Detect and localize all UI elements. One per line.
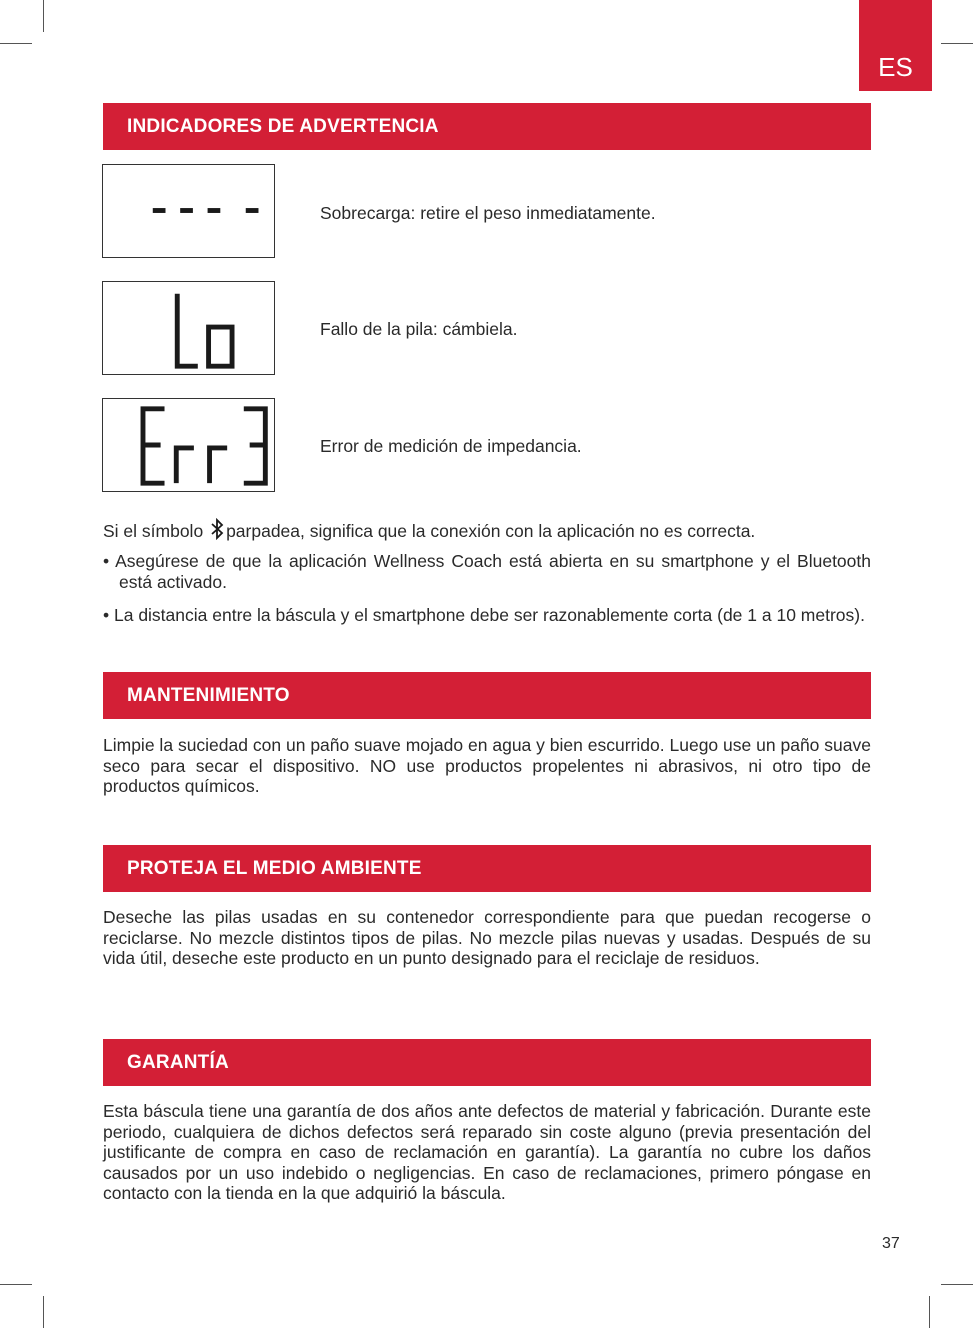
lcd-low-battery-display xyxy=(102,281,275,375)
crop-mark xyxy=(43,0,44,32)
bullet-app-open: • Asegúrese de que la aplicación Wellness Coach está abierta en su smartphone y el Bluetooth está activado. xyxy=(103,551,871,592)
maintenance-text: Limpie la suciedad con un paño suave mojado en agua y bien escurrido. Luego use un paño suave seco para secar el dispositivo. NO use productos propelentes ni abrasivos, ni otro tipo de productos químicos. xyxy=(103,735,871,796)
language-tab: ES xyxy=(859,0,932,91)
environment-text: Deseche las pilas usadas en su contenedor correspondiente para que puedan recogerse o reciclarse. No mezcle distintos tipos de pilas. No mezcle pilas nuevas y usadas. Después de su vida útil, deseche este producto en un punto designado para el reciclaje de residuos. xyxy=(103,907,871,968)
section-title-warranty: GARANTÍA xyxy=(103,1039,871,1086)
section-title-maintenance: MANTENIMIENTO xyxy=(103,672,871,719)
section-title-environment: PROTEJA EL MEDIO AMBIENTE xyxy=(103,845,871,892)
lcd-dashes-icon xyxy=(103,165,274,257)
page-number: 37 xyxy=(882,1235,900,1252)
lcd-overload-display xyxy=(102,164,275,258)
bluetooth-note-start: Si el símbolo xyxy=(103,521,204,541)
crop-mark xyxy=(941,1284,973,1285)
lcd-error-display xyxy=(102,398,275,492)
section-title-warnings: INDICADORES DE ADVERTENCIA xyxy=(103,103,871,150)
crop-mark xyxy=(0,43,32,44)
warranty-text: Esta báscula tiene una garantía de dos años ante defectos de material y fabricación. Durante este periodo, cualquiera de dichos defectos será reparado sin coste alguno (previa presentación del justificante de compra en caso de reclamación en garantía). La garantía no cubre los daños causados por un uso indebido o negligencias. En caso de reclamaciones, primero póngase en contacto con la tienda en la que adquirió la báscula. xyxy=(103,1101,871,1203)
crop-mark xyxy=(929,1296,930,1328)
crop-mark xyxy=(941,43,973,44)
warning-impedance-text: Error de medición de impedancia. xyxy=(320,436,582,456)
bluetooth-note-end: parpadea, significa que la conexión con la aplicación no es correcta. xyxy=(226,521,756,541)
crop-mark xyxy=(0,1284,32,1285)
crop-mark xyxy=(43,1296,44,1328)
lcd-lo-icon xyxy=(103,282,274,374)
bullet-distance: • La distancia entre la báscula y el smartphone debe ser razonablemente corta (de 1 a 10 metros). xyxy=(103,605,865,625)
lcd-err3-icon xyxy=(103,399,274,491)
warning-overload-text: Sobrecarga: retire el peso inmediatamente. xyxy=(320,203,656,223)
bluetooth-note xyxy=(103,518,871,545)
bluetooth-icon xyxy=(210,518,224,545)
warning-battery-text: Fallo de la pila: cámbiela. xyxy=(320,319,518,339)
